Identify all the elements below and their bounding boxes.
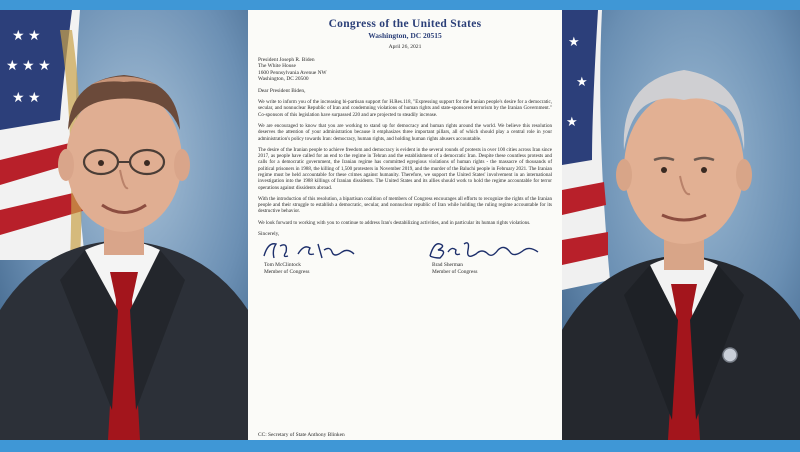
left-portrait-illustration: [0, 10, 248, 440]
svg-text:★ ★: ★ ★: [12, 29, 41, 44]
recipient-address: [258, 57, 552, 83]
handwritten-signature-sherman: [426, 238, 546, 262]
right-portrait-illustration: [562, 10, 800, 440]
letterhead-title: Congress of the United States: [328, 18, 482, 30]
svg-text:★ ★ ★: ★ ★ ★: [6, 59, 51, 74]
svg-text:★: ★: [576, 74, 588, 89]
letter-paragraph: The desire of the Iranian people to achieve freedom and democracy is evident in the several rounds of protests in over 100 cities across Iran since 2017, as people have called for an end to the regime in Tehran and the establishment of a democratic Iran. Despite these countless protests and calls for a democratic government, the Iranian regime has committed egregious violations of human rights - the massacre of thousands of political prisoners in 1988, the killing of 1,500 protesters in November 2019, and the murder of the Baluchi people in February 2021. The Iranian regime must be held accountable for these crimes against humanity. Therefore, we support the United States' involvement in an international investigation into the 1988 killings of Iranian dissidents. The United States and its allies should work to hold the regime accountable for terror operations against dissidents abroad.: [258, 146, 552, 191]
signature-block-mcclintock: [258, 238, 398, 275]
signer-title: Member of Congress: [264, 268, 310, 275]
recipient-line: 1600 Pennsylvania Avenue NW: [258, 69, 327, 76]
letterhead-city: Washington, DC 20515: [368, 31, 442, 40]
signer-name: Brad Sherman: [432, 262, 463, 269]
signer-name: Tom McClintock: [264, 262, 301, 269]
letter-paragraph: We write to inform you of the increasing bi-partisan support for H.Res.118, "Expressing support for the Iranian people's desire for a democratic, secular, and nonnuclear Republic of Iran and condemning violations of human rights and state-sponsored terrorism by the Iranian Government." Co-sponsors of this legislation have surpassed 220 and are projected to steadily increase.: [258, 99, 552, 118]
signature-block-sherman: [426, 238, 562, 275]
recipient-line: The White House: [258, 63, 296, 70]
closing: Sincerely,: [258, 231, 280, 238]
letter-paragraph: We are encouraged to know that you are working to stand up for democracy and human rights around the world. We believe this resolution deserves the attention of your administration because it emphasizes three important pillars, all of which should play a central role in your administration's policy towards Iran: democracy, human rights, and holding human rights abusers accountable.: [258, 122, 552, 142]
recipient-line: President Joseph R. Biden: [258, 57, 315, 63]
svg-text:★: ★: [568, 34, 580, 49]
cc-line: CC: Secretary of State Anthony Blinken: [258, 431, 345, 438]
right-portrait: [562, 10, 800, 440]
signer-title: Member of Congress: [432, 268, 478, 275]
svg-text:★: ★: [566, 114, 578, 129]
salutation: Dear President Biden,: [258, 87, 306, 94]
lapel-pin: [723, 348, 737, 362]
letter-date: April 26, 2021: [388, 44, 422, 50]
top-frame-band: [0, 0, 800, 10]
bottom-frame-band: [0, 440, 800, 452]
handwritten-signature-mcclintock: [258, 238, 378, 262]
letter-paragraph: We look forward to working with you to continue to address Iran's destabilizing activities, and in particular its human rights violations.: [258, 219, 531, 226]
letter-paragraph: With the introduction of this resolution, a bipartisan coalition of members of Congress encourages all efforts to recognize the rights of the Iranian people and their struggle to establish a democratic, secular, and nonnuclear republic of Iran while holding the ruling regime accountable for its destructive behavior.: [258, 195, 552, 215]
svg-text:★ ★: ★ ★: [12, 91, 41, 106]
left-portrait: [0, 10, 248, 440]
recipient-line: Washington, DC 20500: [258, 76, 309, 83]
signature-area: [258, 238, 552, 284]
congress-letter: [248, 10, 562, 440]
